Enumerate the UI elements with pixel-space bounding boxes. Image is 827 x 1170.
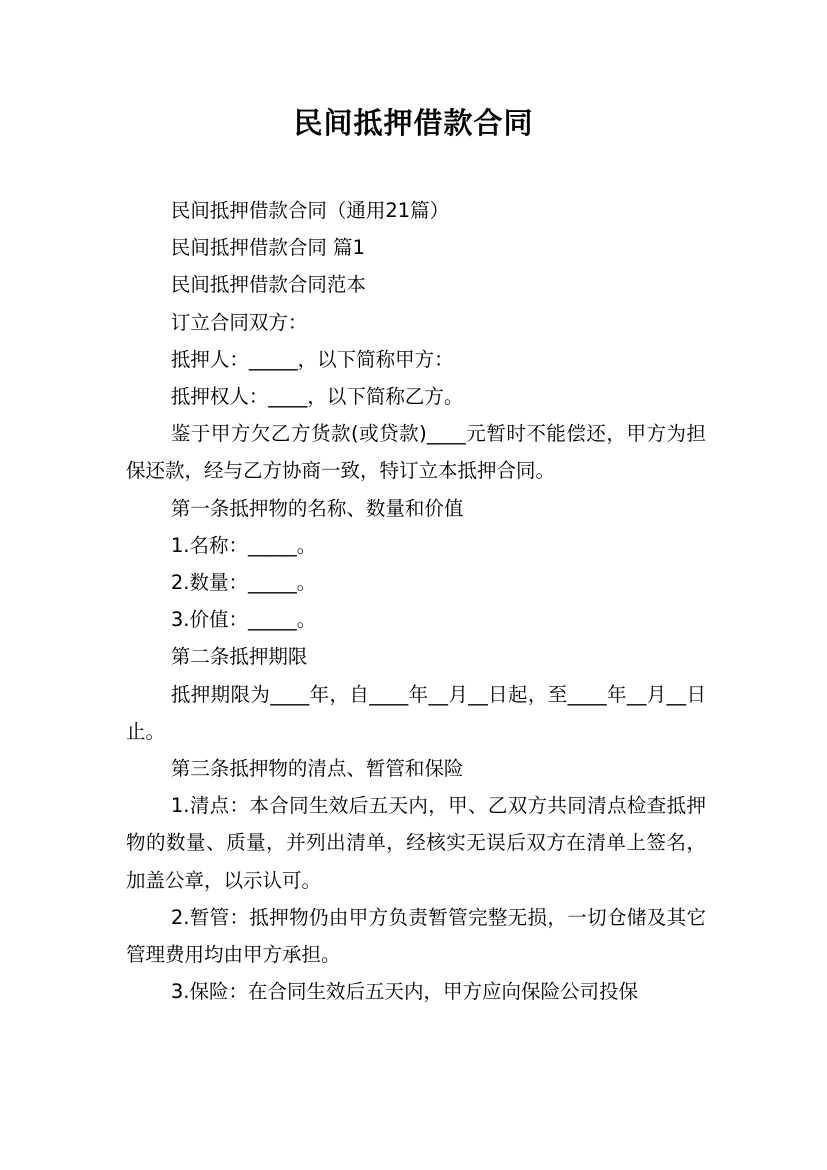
paragraph-article-2: 第二条抵押期限 xyxy=(170,645,308,669)
paragraph-recital: 鉴于甲方欠乙方货款(或贷款)____元暂时不能偿还，甲方为担保还款，经与乙方协商一致，特订立本抵押合同。 xyxy=(126,422,706,483)
paragraph-template-name: 民间抵押借款合同范本 xyxy=(170,273,366,297)
paragraph-section-heading: 民间抵押借款合同 篇1 xyxy=(170,236,365,260)
paragraph-parties-heading: 订立合同双方： xyxy=(170,310,308,334)
paragraph-inventory: 1.清点：本合同生效后五天内，甲、乙双方共同清点检查抵押物的数量、质量，并列出清单，经核实无误后双方在清单上签名，加盖公章，以示认可。 xyxy=(126,794,706,892)
paragraph-item-name: 1.名称：_____。 xyxy=(170,533,317,557)
paragraph-article-3: 第三条抵押物的清点、暂管和保险 xyxy=(170,757,464,781)
paragraph-mortgagee: 抵押权人：____，以下简称乙方。 xyxy=(170,385,464,409)
paragraph-subtitle: 民间抵押借款合同（通用21篇） xyxy=(170,199,450,222)
document-title: 民间抵押借款合同 xyxy=(293,106,534,140)
document-body xyxy=(126,192,706,1010)
paragraph-term: 抵押期限为____年，自____年__月__日起，至____年__月__日止。 xyxy=(126,682,706,743)
paragraph-mortgagor: 抵押人：_____，以下简称甲方： xyxy=(170,347,454,371)
paragraph-custody: 2.暂管：抵押物仍由甲方负责暂管完整无损，一切仓储及其它管理费用均由甲方承担。 xyxy=(126,905,706,967)
paragraph-article-1: 第一条抵押物的名称、数量和价值 xyxy=(170,496,464,520)
paragraph-insurance: 3.保险：在合同生效后五天内，甲方应向保险公司投保 xyxy=(170,980,638,1004)
paragraph-item-value: 3.价值：_____。 xyxy=(170,608,317,632)
paragraph-item-quantity: 2.数量：_____。 xyxy=(170,571,317,595)
